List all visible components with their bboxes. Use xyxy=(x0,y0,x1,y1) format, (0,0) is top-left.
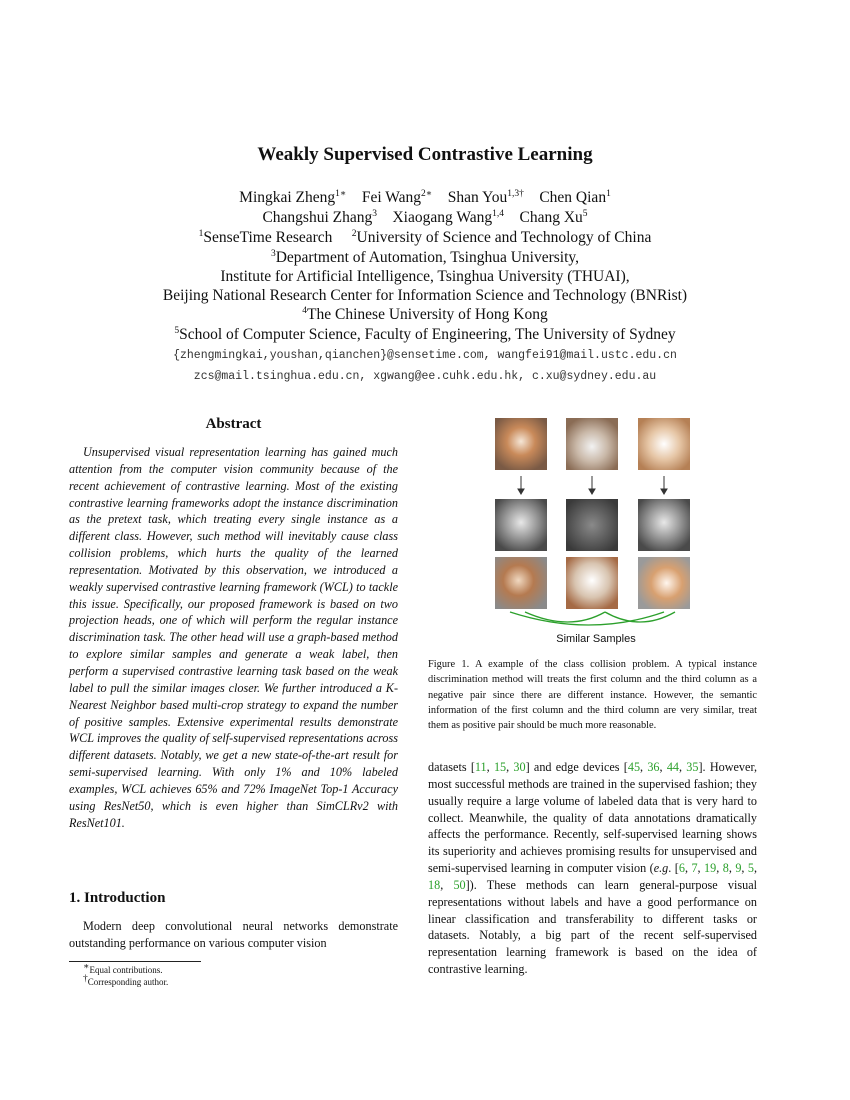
author-name: Shan You xyxy=(447,189,508,206)
body-text: ]). These methods can learn general-purpose visual representations without labels and have a good performance on linear classification and transferability to different tasks or datasets. Notably, a big part of the recent self-supervised representation learning framework is based on the idea of contrastive learning. xyxy=(428,877,758,977)
author-name: Mingkai Zheng xyxy=(239,189,336,206)
affiliation-mark: 2 xyxy=(351,228,357,239)
citation-link[interactable]: 50 xyxy=(453,877,466,892)
affiliation-mark: 3 xyxy=(270,248,276,259)
author-mark: 1,4 xyxy=(492,208,504,219)
body-text: ]. However, most successful methods are trained in the supervised fashion; they usually require a large volume of labeled data that is very hard to collect. Meanwhile, the quality of data annotations dramatically affects the performance. Recently, self-supervised learning shows its superiority and achieves promising results for unsupervised and semi-supervised learning in computer vision ( xyxy=(428,760,758,876)
author-mark: 1,3† xyxy=(507,188,524,199)
authors-line-2 xyxy=(0,208,850,227)
affiliation-line-2 xyxy=(0,248,850,267)
rabbit-photo-icon xyxy=(566,418,618,470)
affiliation-line-6 xyxy=(0,325,850,344)
affiliation: University of Science and Technology of China xyxy=(356,229,652,246)
author-mark: 2∗ xyxy=(421,188,433,199)
citation-link[interactable]: 11 xyxy=(474,760,487,774)
corgi-photo-icon xyxy=(495,418,547,470)
footnote-mark: † xyxy=(83,974,88,984)
citation-link[interactable]: 18 xyxy=(428,877,441,892)
body-text: . [ xyxy=(668,861,679,876)
augmented-photo-icon xyxy=(566,499,618,551)
augmented-photo-icon xyxy=(495,499,547,551)
footnote-text: Corresponding author. xyxy=(87,977,169,987)
abstract-heading: Abstract xyxy=(205,416,262,432)
augmented-photo-icon xyxy=(495,557,547,609)
body-text: datasets [ xyxy=(428,760,475,774)
citation-link[interactable]: 5 xyxy=(747,861,754,876)
authors-line-1 xyxy=(0,188,850,207)
citation-link[interactable]: 44 xyxy=(666,760,679,774)
affiliation-mark: 4 xyxy=(302,305,308,316)
similar-link-arc xyxy=(605,612,675,622)
figure-1-caption: Figure 1. A example of the class collision problem. A typical instance discrimination method will treats the first column and the third column as a negative pair since there are different instance. However, the semantic information of the first column and the third column are very similar, treat them as positive pair should be much more reasonable. xyxy=(428,659,757,732)
author-name: Fei Wang xyxy=(361,189,422,206)
introduction-text: Modern deep convolutional neural networks demonstrate outstanding performance on various computer vision xyxy=(69,919,398,950)
affiliation-line-1 xyxy=(0,228,850,247)
footnote-text: Equal contributions. xyxy=(89,965,163,975)
citation-link[interactable]: 8 xyxy=(722,861,729,876)
affiliation: School of Computer Science, Faculty of Engineering, The University of Sydney xyxy=(179,326,676,343)
author-name: Chang Xu xyxy=(519,209,583,226)
similar-samples-label: Similar Samples xyxy=(556,633,636,645)
affiliation-mark: 5 xyxy=(174,325,180,336)
affiliation: The Chinese University of Hong Kong xyxy=(307,306,548,323)
email-line-1: {zhengmingkai,youshan,qianchen}@sensetime.com, wangfei91@mail.ustc.edu.cn xyxy=(173,349,677,362)
introduction-text-continued: datasets [11, 15, 30] and edge devices [45, 36, 44, 35]. However, most successful methods are trained in the supervised fashion; they usually require a large volume of labeled data that is very hard to collect. Meanwhile, the quality of data annotations dramatically affects the performance. Recently, self-supervised learning shows its superiority and achieves promising results for unsupervised and semi-supervised learning in computer vision (e.g. [6, 7, 19, 8, 9, 5, 18, 50]). These methods can learn general-purpose visual representations without labels and have a good performance on linear classification and transferability to different tasks or datasets. Notably, a big part of the recent self-supervised representation learning framework is based on the idea of contrastive learning. xyxy=(428,760,758,977)
arrow-down-icon xyxy=(518,476,524,494)
affiliation-line-3: Institute for Artificial Intelligence, Tsinghua University (THUAI), xyxy=(220,268,630,285)
affiliation: Department of Automation, Tsinghua University, xyxy=(275,249,580,266)
augmented-photo-icon xyxy=(638,557,690,609)
author-mark: 1∗ xyxy=(335,188,347,199)
email-line-2: zcs@mail.tsinghua.edu.cn, xgwang@ee.cuhk.edu.hk, c.xu@sydney.edu.au xyxy=(193,370,657,383)
citation-link[interactable]: 19 xyxy=(704,861,717,876)
augmented-photo-icon xyxy=(638,499,690,551)
footnote-corresponding-author xyxy=(83,976,168,988)
figure-1 xyxy=(480,410,710,635)
body-text-italic: e.g xyxy=(653,861,669,876)
footnote-equal-contribution xyxy=(83,964,162,976)
citation-link[interactable]: 9 xyxy=(735,861,742,876)
footnote-mark: ∗ xyxy=(83,962,90,972)
citation-link[interactable]: 15 xyxy=(493,760,507,774)
affiliation-line-4: Beijing National Research Center for Information Science and Technology (BNRist) xyxy=(162,287,688,304)
arrow-down-icon xyxy=(589,476,595,494)
author-name: Chen Qian xyxy=(539,189,607,206)
affiliation-mark: 1 xyxy=(198,228,204,239)
author-mark: 1 xyxy=(606,188,611,199)
affiliation-line-5 xyxy=(0,305,850,324)
arrow-down-icon xyxy=(661,476,667,494)
abstract-text: Unsupervised visual representation learning has gained much attention from the computer vision community because of the recent achievement of contrastive learning. Most of the existing contrastive learning frameworks adopt the instance discrimination as the pretext task, which treating every single instance as a different class. However, such method will inevitably cause class collision problems, which hurts the quality of the learned representation. Motivated by this observation, we introduced a weakly supervised contrastive learning framework (WCL) to tackle this issue. Specifically, our proposed framework is based on two projection heads, one of which will perform the regular instance discrimination task. The other head will use a graph-based method to explore similar samples and generate a weak label, then perform a supervised contrastive learning task based on the weak label to pull the similar images closer. We further introduced a K-Nearest Neighbor based multi-crop strategy to expand the number of positive samples. Extensive experimental results demonstrate WCL improves the quality of self-supervised representations across different datasets. Notably, we get a new state-of-the-art result for semi-supervised learning. With only 1% and 10% labeled examples, WCL achieves 65% and 72% ImageNet Top-1 Accuracy using ResNet50, which is even higher than SimCLRv2 with ResNet101. xyxy=(69,445,398,830)
citation-link[interactable]: 6 xyxy=(678,861,685,876)
paper-title: Weakly Supervised Contrastive Learning xyxy=(257,144,593,165)
citation-link[interactable]: 36 xyxy=(647,760,660,774)
affiliation: SenseTime Research xyxy=(203,229,333,246)
author-name: Changshui Zhang xyxy=(262,209,373,226)
section-heading-introduction: 1. Introduction xyxy=(69,890,166,906)
citation-link[interactable]: 35 xyxy=(686,760,699,774)
similar-link-arc xyxy=(525,612,605,622)
author-mark: 5 xyxy=(582,208,588,219)
augmented-photo-icon xyxy=(566,557,618,609)
citation-link[interactable]: 45 xyxy=(627,760,641,774)
body-text: ] and edge devices [ xyxy=(525,760,628,774)
citation-link[interactable]: 7 xyxy=(691,861,698,876)
citation-link[interactable]: 30 xyxy=(513,760,526,774)
corgi-photo-icon xyxy=(638,418,690,470)
author-name: Xiaogang Wang xyxy=(392,209,493,226)
similar-link-arc xyxy=(510,612,664,625)
author-mark: 3 xyxy=(372,208,377,219)
